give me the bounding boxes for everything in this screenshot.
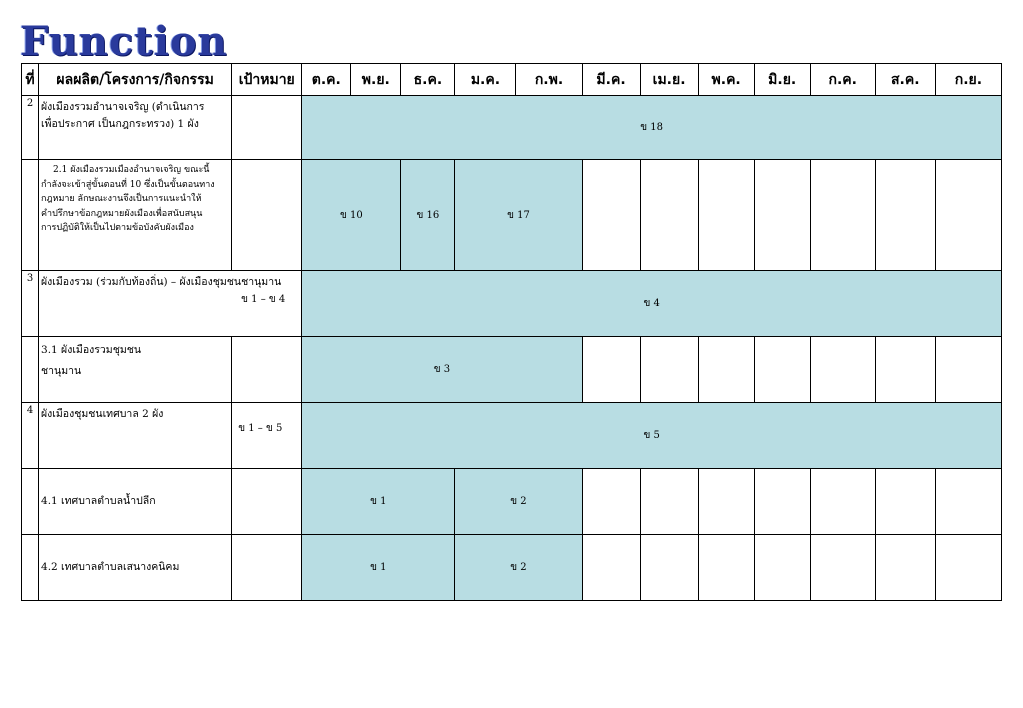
table-row (22, 469, 1002, 535)
target-cell (232, 160, 302, 271)
empty-month (935, 469, 1001, 535)
empty-month (810, 337, 875, 403)
empty-month (754, 337, 810, 403)
header-month: เม.ย. (640, 64, 698, 96)
empty-month (875, 535, 935, 601)
empty-month (582, 469, 640, 535)
timeline-bar: ข 1 (302, 469, 455, 535)
timeline-bar: ข 17 (455, 160, 582, 271)
activity-cell (39, 469, 232, 535)
target-cell (232, 535, 302, 601)
table-row (22, 403, 1002, 469)
empty-month (810, 469, 875, 535)
header-month: ส.ค. (875, 64, 935, 96)
timeline-bar: ข 18 (302, 96, 1002, 160)
header-month: ม.ค. (455, 64, 516, 96)
empty-month (698, 469, 754, 535)
empty-month (754, 469, 810, 535)
activity-cell (39, 535, 232, 601)
activity-line: 4.1 เทศบาลตำบลน้ำปลีก (41, 495, 156, 507)
empty-month (875, 469, 935, 535)
timeline-bar: ข 16 (401, 160, 455, 271)
header-month: ก.พ. (516, 64, 582, 96)
header-month: ก.ย. (935, 64, 1001, 96)
header-month: พ.ย. (351, 64, 401, 96)
header-target: เป้าหมาย (232, 64, 302, 96)
schedule-table (21, 63, 1002, 601)
header-month: ก.ค. (810, 64, 875, 96)
activity-cell (39, 337, 232, 403)
header-month: มี.ค. (582, 64, 640, 96)
target-value: ข 1 – ข 5 (238, 423, 283, 434)
activity-line: ผังเมืองชุมชนเทศบาล 2 ผัง (41, 408, 164, 420)
timeline-bar: ข 3 (302, 337, 582, 403)
page-title: Function (20, 18, 228, 65)
empty-month (582, 337, 640, 403)
row-number (22, 160, 39, 271)
target-cell (232, 337, 302, 403)
timeline-bar: ข 5 (302, 403, 1002, 469)
empty-month (875, 160, 935, 271)
activity-line: เพื่อประกาศ เป็นกฎกระทรวง) 1 ผัง (41, 118, 199, 130)
row-number (22, 535, 39, 601)
header-month: ธ.ค. (401, 64, 455, 96)
empty-month (640, 160, 698, 271)
table-row (22, 96, 1002, 160)
empty-month (640, 337, 698, 403)
header-row (22, 64, 1002, 96)
activity-line: คำปรึกษาข้อกฎหมายผังเมืองเพื่อสนับสนุน (41, 208, 203, 219)
empty-month (810, 535, 875, 601)
activity-line: 4.2 เทศบาลตำบลเสนางคนิคม (41, 561, 180, 573)
target-cell (232, 469, 302, 535)
header-no: ที่ (22, 64, 39, 96)
activity-line: ชานุมาน (41, 365, 82, 377)
activity-line: 3.1 ผังเมืองรวมชุมชน (41, 344, 142, 356)
timeline-bar: ข 1 (302, 535, 455, 601)
empty-month (875, 337, 935, 403)
timeline-bar: ข 4 (302, 271, 1002, 337)
timeline-bar: ข 2 (455, 535, 582, 601)
empty-month (698, 337, 754, 403)
activity-cell (39, 403, 232, 469)
empty-month (640, 469, 698, 535)
empty-month (810, 160, 875, 271)
empty-month (935, 337, 1001, 403)
header-month: มิ.ย. (754, 64, 810, 96)
timeline-bar: ข 2 (455, 469, 582, 535)
activity-line: ผังเมืองรวมอำนาจเจริญ (ดำเนินการ (41, 101, 205, 113)
activity-cell (39, 96, 232, 160)
timeline-bar: ข 10 (302, 160, 401, 271)
empty-month (698, 535, 754, 601)
activity-line: กำลังจะเข้าสู่ขั้นตอนที่ 10 ซึ่งเป็นขั้นตอนทาง (41, 179, 215, 190)
activity-cell (39, 271, 302, 337)
table-row (22, 535, 1002, 601)
header-month: ต.ค. (302, 64, 351, 96)
table-row (22, 337, 1002, 403)
empty-month (935, 535, 1001, 601)
empty-month (640, 535, 698, 601)
empty-month (582, 535, 640, 601)
activity-cell (39, 160, 232, 271)
activity-line: การปฏิบัติให้เป็นไปตามข้อบังคับผังเมือง (41, 223, 194, 233)
target-value: ข 1 – ข 4 (241, 294, 286, 305)
target-cell (232, 96, 302, 160)
target-cell (232, 403, 302, 469)
empty-month (754, 535, 810, 601)
table-row (22, 160, 1002, 271)
empty-month (582, 160, 640, 271)
activity-line: 2.1 ผังเมืองรวมเมืองอำนาจเจริญ ขณะนี้ (53, 165, 210, 175)
row-number: 4 (22, 403, 39, 469)
row-number (22, 469, 39, 535)
row-number: 2 (22, 96, 39, 160)
empty-month (698, 160, 754, 271)
row-number: 3 (22, 271, 39, 337)
empty-month (935, 160, 1001, 271)
empty-month (754, 160, 810, 271)
activity-line: ผังเมืองรวม (ร่วมกับท้องถิ่น) – ผังเมืองชุมชนชานุมาน (41, 276, 282, 288)
header-activity: ผลผลิต/โครงการ/กิจกรรม (39, 64, 232, 96)
activity-line: กฎหมาย ลักษณะงานจึงเป็นการแนะนำให้ (41, 194, 202, 204)
header-month: พ.ค. (698, 64, 754, 96)
table-row (22, 271, 1002, 337)
row-number (22, 337, 39, 403)
